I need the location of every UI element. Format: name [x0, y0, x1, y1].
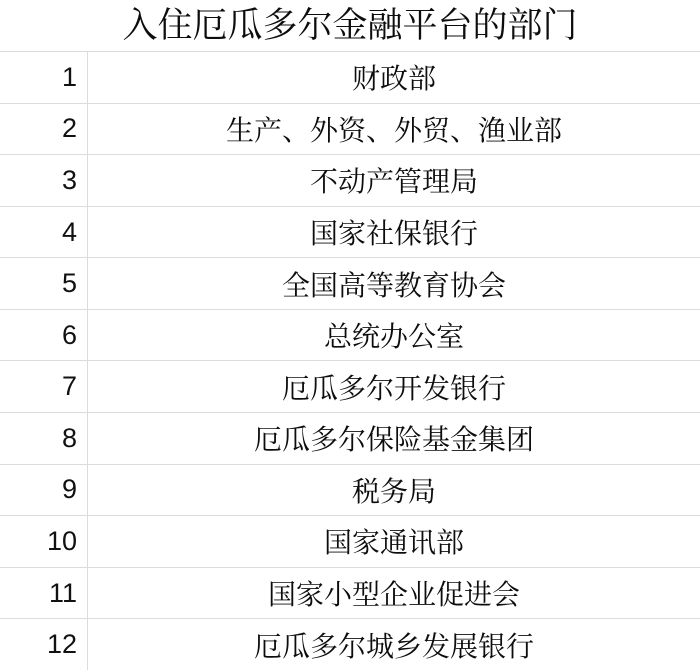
row-label: 财政部 [351, 63, 436, 95]
table-row [0, 52, 700, 104]
table-row [0, 104, 700, 156]
page-title: 入住厄瓜多尔金融平台的部门 [122, 6, 578, 45]
row-label: 厄瓜多尔保险基金集团 [253, 424, 534, 456]
row-label: 生产、外资、外贸、渔业部 [225, 114, 562, 146]
row-number: 7 [0, 361, 88, 412]
table-row [0, 413, 700, 465]
row-number: 9 [0, 465, 88, 516]
row-label: 厄瓜多尔开发银行 [281, 372, 506, 404]
row-number: 4 [0, 207, 88, 258]
table-row [0, 619, 700, 670]
row-label: 税务局 [351, 475, 436, 507]
row-label: 国家社保银行 [309, 218, 478, 250]
row-label: 不动产管理局 [309, 166, 478, 198]
row-number: 12 [0, 619, 88, 670]
row-label: 厄瓜多尔城乡发展银行 [253, 630, 534, 662]
table-row [0, 258, 700, 310]
table-row [0, 155, 700, 207]
row-number: 5 [0, 258, 88, 309]
row-number: 3 [0, 155, 88, 206]
table-row [0, 207, 700, 259]
table-row [0, 568, 700, 620]
row-label: 国家通讯部 [323, 527, 464, 559]
row-number: 1 [0, 52, 88, 103]
table-row [0, 361, 700, 413]
table-body [0, 52, 700, 670]
table-title-row [0, 0, 700, 52]
row-number: 11 [0, 568, 88, 619]
table-row [0, 310, 700, 362]
row-number: 2 [0, 104, 88, 155]
row-label: 总统办公室 [323, 321, 464, 353]
row-number: 8 [0, 413, 88, 464]
row-number: 10 [0, 516, 88, 567]
table-row [0, 465, 700, 517]
row-label: 全国高等教育协会 [281, 269, 506, 301]
table-row [0, 516, 700, 568]
row-label: 国家小型企业促进会 [267, 579, 520, 611]
row-number: 6 [0, 310, 88, 361]
